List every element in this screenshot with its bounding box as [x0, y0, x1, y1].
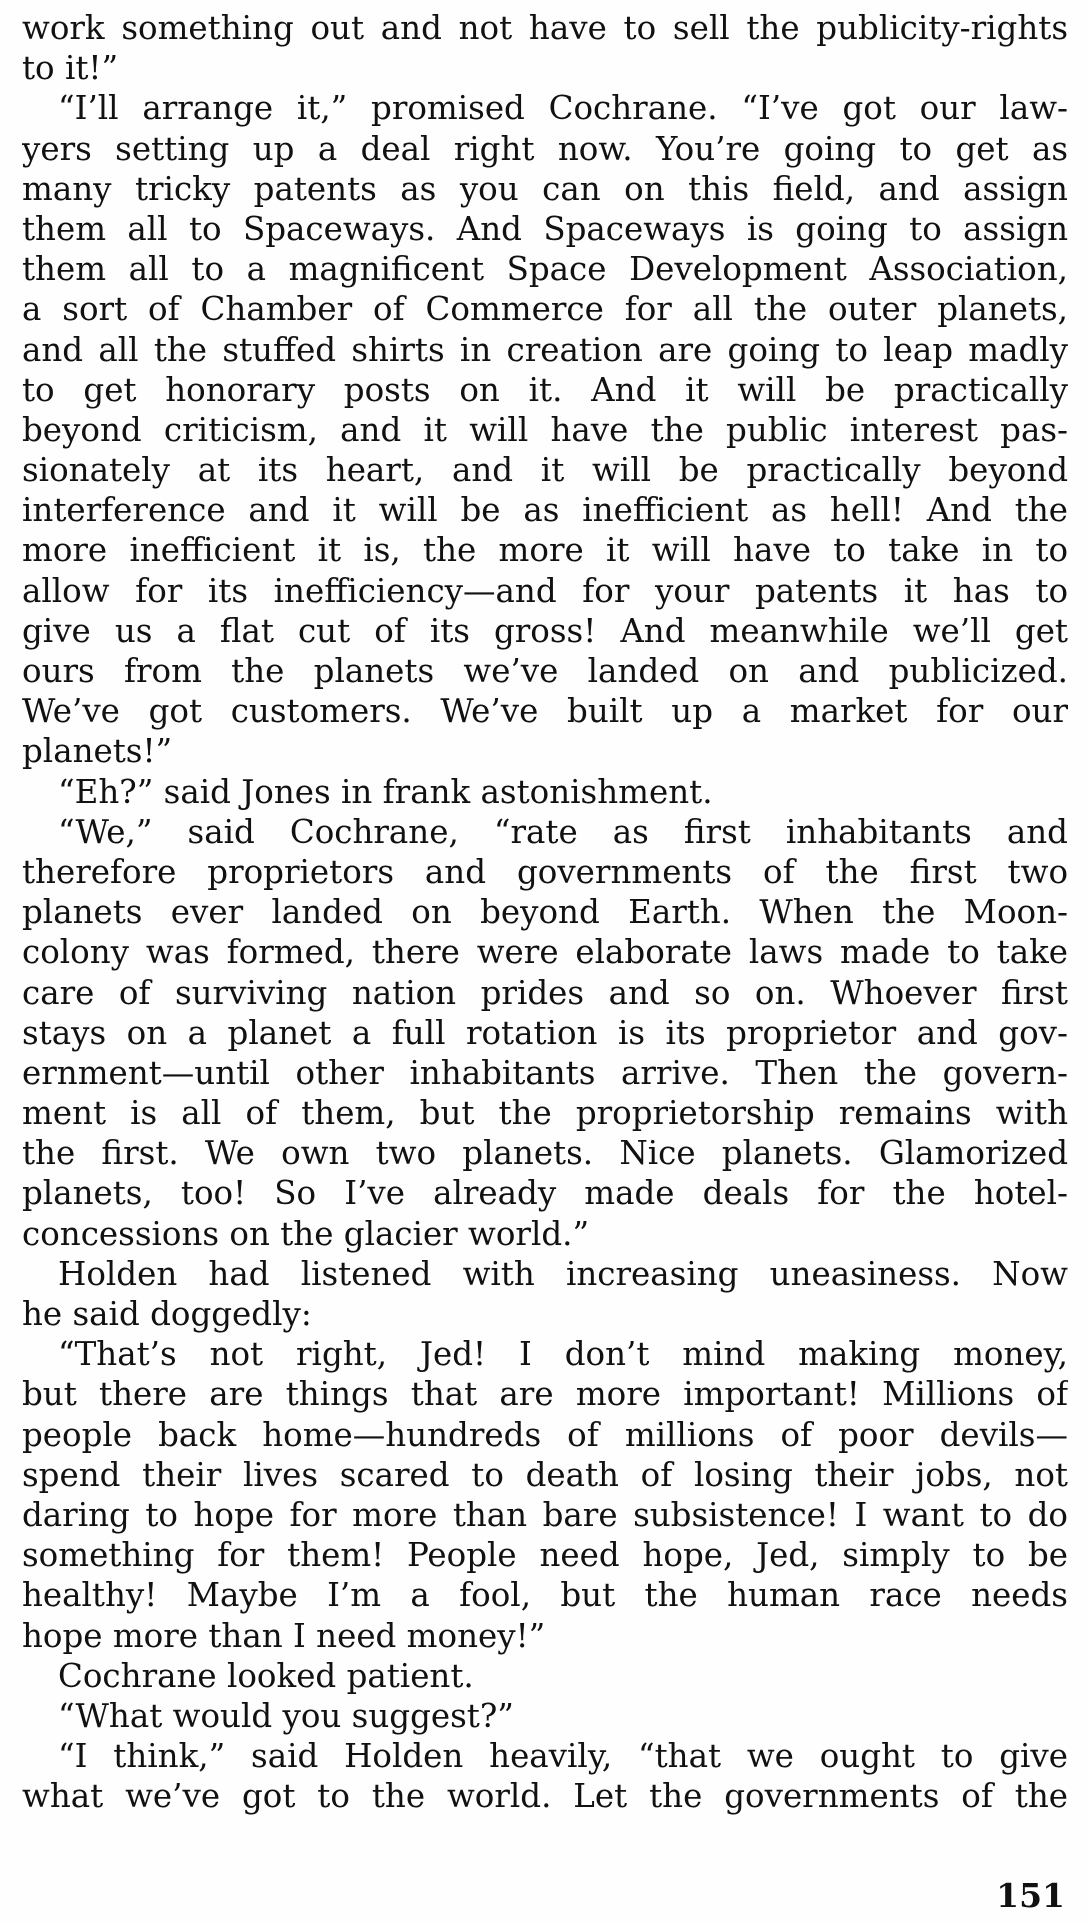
- text-line: concessions on the glacier world.”: [22, 1214, 590, 1253]
- text-line: planets ever landed on beyond Earth. When the Moon-: [22, 893, 1068, 932]
- text-line: them all to Spaceways. And Spaceways is going to assign: [22, 209, 1068, 248]
- text-line: healthy! Maybe I’m a fool, but the human race needs: [22, 1576, 1068, 1615]
- text-line: ment is all of them, but the proprietorship remains with: [22, 1094, 1068, 1133]
- text-line: hope more than I need money!”: [22, 1616, 546, 1655]
- text-line: what we’ve got to the world. Let the governments of the: [22, 1777, 1068, 1816]
- text-line: beyond criticism, and it will have the public interest pas-: [22, 410, 1068, 449]
- text-line: colony was formed, there were elaborate laws made to take: [22, 933, 1068, 972]
- text-line: more inefficient it is, the more it will have to take in to: [22, 531, 1068, 570]
- text-line: he said doggedly:: [22, 1295, 312, 1333]
- text-line: “That’s not right, Jed! I don’t mind making money,: [58, 1335, 1068, 1374]
- text-line: daring to hope for more than bare subsistence! I want to do: [22, 1495, 1068, 1534]
- text-line: Holden had listened with increasing uneasiness. Now: [58, 1254, 1068, 1293]
- text-line: Cochrane looked patient.: [58, 1656, 474, 1695]
- text-line: but there are things that are more important! Millions of: [22, 1375, 1068, 1414]
- text-line: stays on a planet a full rotation is its proprietor and gov-: [22, 1013, 1068, 1052]
- text-line: a sort of Chamber of Commerce for all the outer planets,: [22, 290, 1068, 329]
- text-line: many tricky patents as you can on this field, and assign: [22, 169, 1068, 208]
- text-line: therefore proprietors and governments of the first two: [22, 852, 1068, 891]
- text-line: “We,” said Cochrane, “rate as first inhabitants and: [58, 812, 1068, 851]
- page-number: 151: [996, 1876, 1065, 1915]
- text-line: people back home—hundreds of millions of poor devils—: [22, 1415, 1068, 1454]
- text-line: “Eh?” said Jones in frank astonishment.: [58, 772, 713, 811]
- text-line: work something out and not have to sell the publicity-rights: [22, 9, 1068, 47]
- text-line: “I think,” said Holden heavily, “that we ought to give: [58, 1737, 1068, 1776]
- text-line: them all to a magnificent Space Development Association,: [22, 250, 1068, 289]
- text-line: and all the stuffed shirts in creation are going to leap madly: [22, 330, 1068, 369]
- text-line: allow for its inefficiency—and for your patents it has to: [22, 571, 1068, 610]
- text-line: yers setting up a deal right now. You’re going to get as: [22, 129, 1068, 168]
- text-line: planets, too! So I’ve already made deals for the hotel-: [22, 1174, 1068, 1213]
- text-line: We’ve got customers. We’ve built up a market for our: [22, 692, 1068, 731]
- text-line: spend their lives scared to death of losing their jobs, not: [22, 1455, 1068, 1494]
- text-line: care of surviving nation prides and so on. Whoever first: [22, 973, 1068, 1012]
- text-line: give us a flat cut of its gross! And meanwhile we’ll get: [22, 611, 1068, 650]
- text-line: interference and it will be as inefficient as hell! And the: [22, 491, 1068, 530]
- text-line: planets!”: [22, 732, 173, 771]
- text-line: ernment—until other inhabitants arrive. Then the govern-: [22, 1053, 1068, 1092]
- text-line: the first. We own two planets. Nice planets. Glamorized: [22, 1134, 1068, 1173]
- text-line: something for them! People need hope, Jed, simply to be: [22, 1536, 1068, 1575]
- text-line: “What would you suggest?”: [58, 1696, 514, 1735]
- body-text: [22, 8, 1068, 1816]
- text-line: “I’ll arrange it,” promised Cochrane. “I’ve got our law-: [58, 89, 1068, 128]
- text-line: sionately at its heart, and it will be practically beyond: [22, 451, 1068, 490]
- text-line: ours from the planets we’ve landed on and publicized.: [22, 652, 1068, 690]
- text-line: to it!”: [22, 49, 119, 88]
- text-line: to get honorary posts on it. And it will be practically: [22, 370, 1068, 409]
